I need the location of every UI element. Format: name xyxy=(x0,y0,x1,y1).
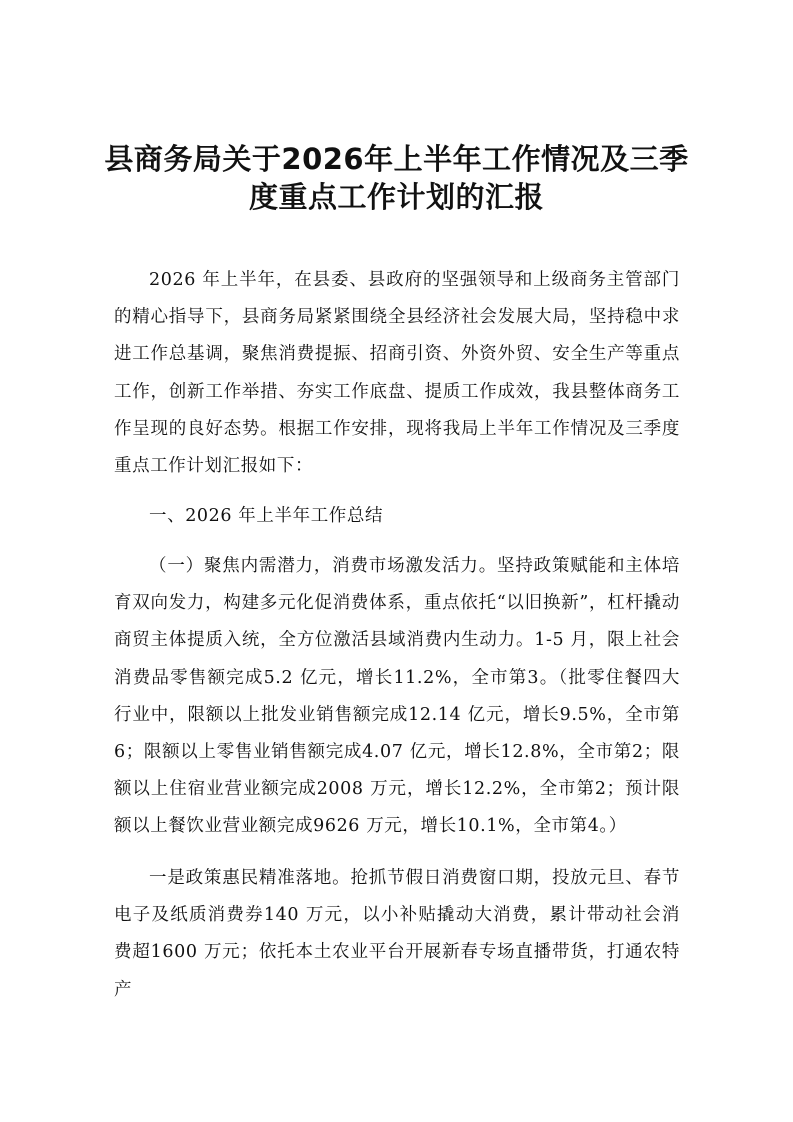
document-title xyxy=(100,140,693,216)
point1-block xyxy=(114,860,680,1009)
title-line-1: 县商务局关于2026年上半年工作情况及三季 xyxy=(104,142,689,176)
title-line-2: 度重点工作计划的汇报 xyxy=(248,180,544,214)
section1-block xyxy=(114,498,680,535)
subsection-paragraph: （一）聚焦内需潜力，消费市场激发活力。坚持政策赋能和主体培育双向发力，构建多元化促消费体系，重点依托“以旧换新”，杠杆撬动商贸主体提质入统，全方位激活县域消费内生动力。1-5 月，限上社会消费品零售额完成5.2 亿元，增长11.2%，全市第3。（批零住餐四大行业中，限额以上批发业销售额完成12.14 亿元，增长9.5%，全市第6；限额以上零售业销售额完成4.07 亿元，增长12.8%，全市第2；限额以上住宿业营业额完成2008 万元，增长12.2%，全市第2；预计限额以上餐饮业营业额完成9626 万元，增长10.1%，全市第4。） xyxy=(114,556,680,837)
subsection1-block xyxy=(114,548,680,846)
intro-paragraph: 2026 年上半年，在县委、县政府的坚强领导和上级商务主管部门的精心指导下，县商务局紧紧围绕全县经济社会发展大局，坚持稳中求进工作总基调，聚焦消费提振、招商引资、外资外贸、安全生产等重点工作，创新工作举措、夯实工作底盘、提质工作成效，我县整体商务工作呈现的良好态势。根据工作安排，现将我局上半年工作情况及三季度重点工作计划汇报如下： xyxy=(114,270,680,477)
intro-block xyxy=(114,262,680,485)
point-paragraph: 一是政策惠民精准落地。抢抓节假日消费窗口期，投放元旦、春节电子及纸质消费券140 万元，以小补贴撬动大消费，累计带动社会消费超1600 万元；依托本土农业平台开展新春专场直播带货，打通农特产 xyxy=(114,868,680,1000)
section-heading: 一、2026 年上半年工作总结 xyxy=(149,506,384,526)
